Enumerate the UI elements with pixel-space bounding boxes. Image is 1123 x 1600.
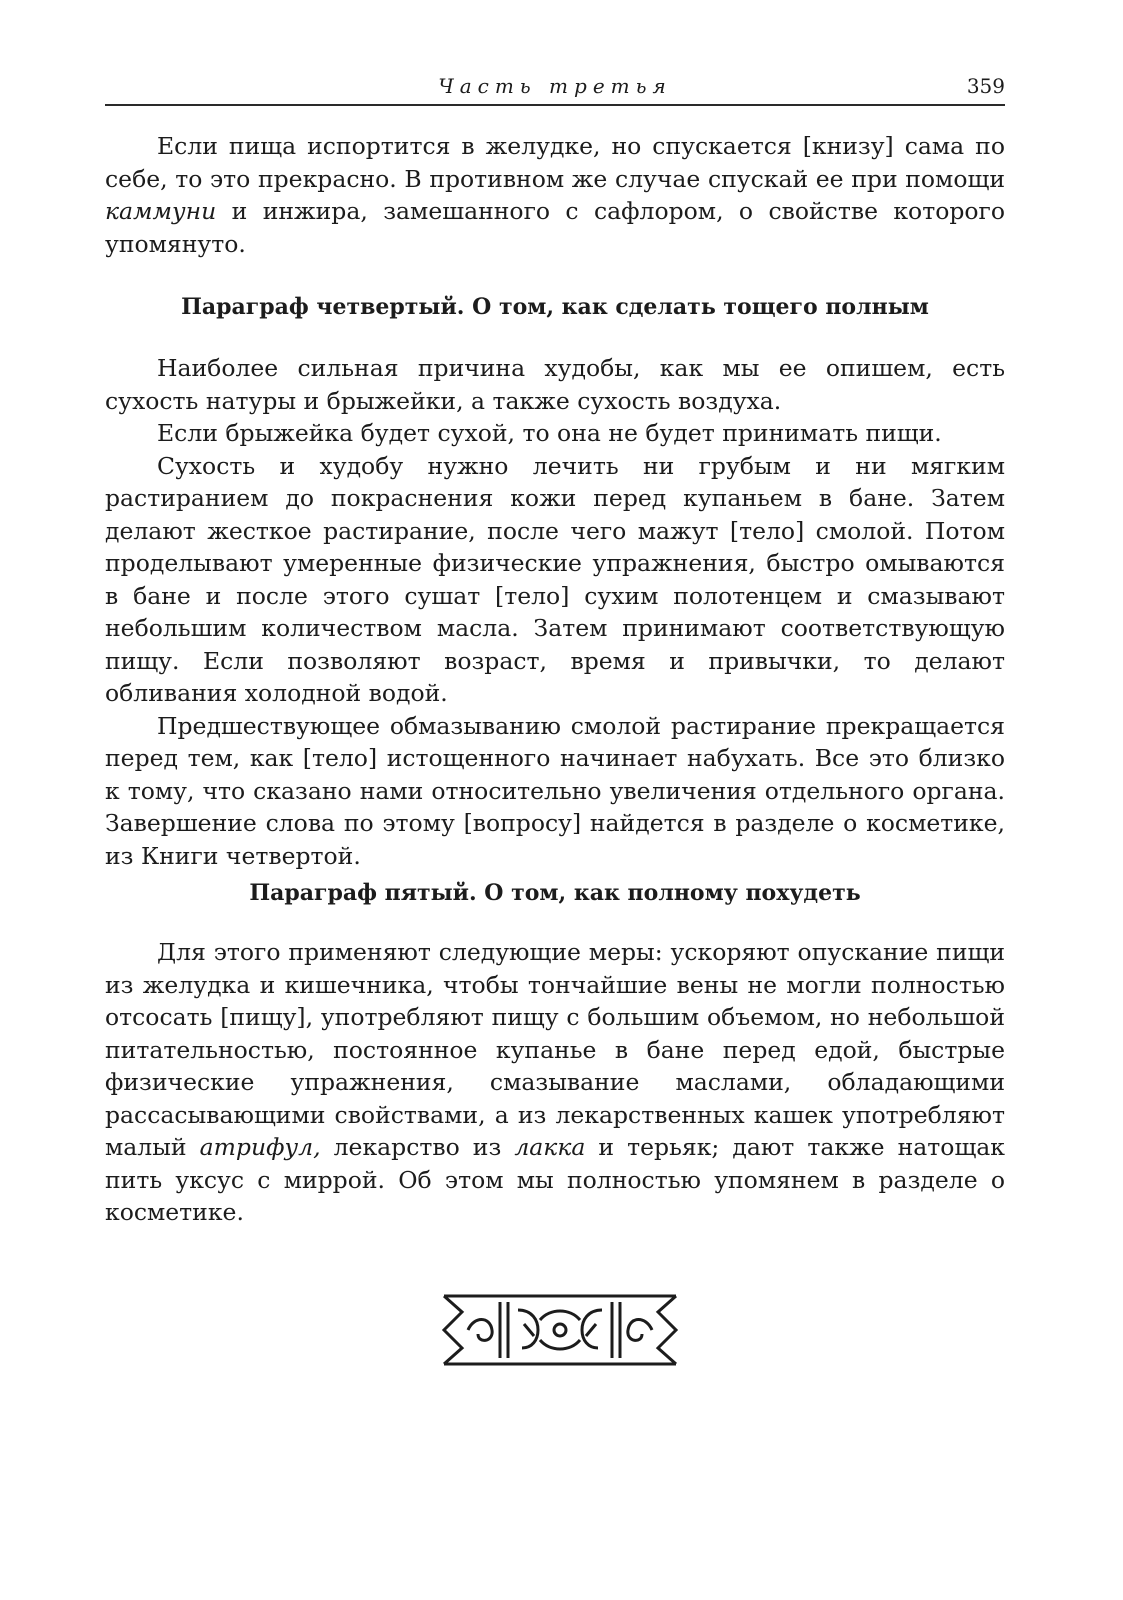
intro-text-2: и инжира, замешанного с сафлором, о свойстве которого упомянуто.: [105, 197, 1005, 258]
section5-heading: Параграф пятый. О том, как полному похудеть: [249, 880, 861, 906]
ornamental-tailpiece-icon: [440, 1290, 680, 1370]
section4-paragraph-4: Предшествующее обмазыванию смолой растирание прекращается перед тем, как [тело] истощенного начинает набухать. Все это близко к тому, что сказано нами относительно увеличения отдельного органа. Завершение слова по этому [вопросу] найдется в разделе о косметике, из Книги четвертой.: [105, 711, 1005, 870]
section5-term-lakka: лакка: [514, 1133, 586, 1161]
running-head: [105, 70, 1005, 106]
section4-paragraph-1: Наиболее сильная причина худобы, как мы ее опишем, есть сухость натуры и брыжейки, а также сухость воздуха.: [105, 354, 1005, 415]
section5-term-atriful: атрифул,: [199, 1133, 321, 1161]
section5-text-1: Для этого применяют следующие меры: ускоряют опускание пищи из желудка и кишечника, чтобы тончайшие вены не могли полностью отсосать [пищу], употребляют пищу с большим объемом, но небольшой питательностью, постоянное купанье в бане перед едой, быстрые физические упражнения, смазывание маслами, обладающими рассасывающими свойствами, а из лекарственных кашек употребляют малый: [105, 938, 1005, 1161]
section4-paragraph-3: Сухость и худобу нужно лечить ни грубым и ни мягким растиранием до покраснения кожи перед купаньем в бане. Затем делают жесткое растирание, после чего мажут [тело] смолой. Потом проделывают умеренные физические упражнения, быстро омываются в бане и после этого сушат [тело] сухим полотенцем и смазывают небольшим количеством масла. Затем принимают соответствующую пищу. Если позволяют возраст, время и привычки, то делают обливания холодной водой.: [105, 451, 1005, 707]
intro-paragraph-block: [105, 130, 1005, 260]
section5-body: [105, 936, 1005, 1229]
intro-term-kammuni: каммуни: [105, 197, 217, 225]
section5-text-3: и терьяк; дают также натощак пить уксус с миррой. Об этом мы полностью упомянем в разделе о косметике.: [105, 1133, 1005, 1226]
section5-text-2: лекарство из: [320, 1133, 515, 1161]
page-number: 359: [966, 74, 1005, 98]
section4-paragraph-2: Если брыжейка будет сухой, то она не будет принимать пищи.: [157, 419, 942, 447]
intro-paragraph: [105, 130, 1005, 260]
section4-heading: Параграф четвертый. О том, как сделать тощего полным: [181, 294, 929, 320]
intro-text-1: Если пища испортится в желудке, но спускается [книзу] сама по себе, то это прекрасно. В противном же случае спускай ее при помощи: [105, 132, 1005, 193]
section4-body: [105, 352, 1005, 872]
section5-paragraph: [105, 936, 1005, 1229]
running-title: Часть третья: [438, 74, 672, 98]
